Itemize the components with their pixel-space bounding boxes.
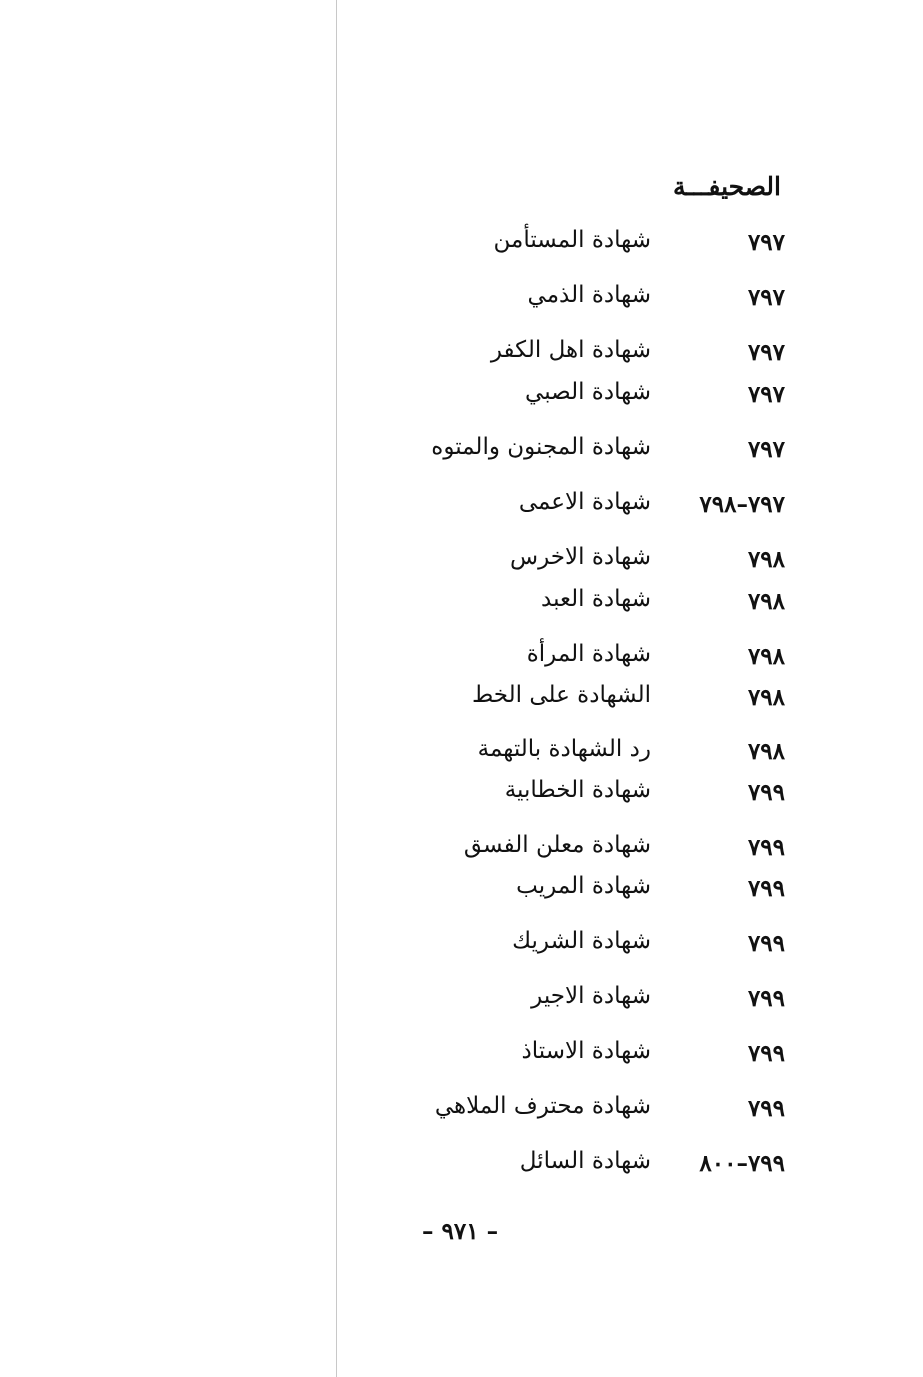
- entry-page-number: ٧٩٩–٨٠٠: [699, 1150, 785, 1177]
- entry-title: شهادة الخطابية: [504, 777, 651, 803]
- entry-title: شهادة الشريك: [512, 928, 651, 954]
- entry-title: شهادة معلن الفسق: [463, 832, 651, 858]
- entry-title: شهادة العبد: [541, 586, 651, 612]
- entry-title: شهادة الذمي: [527, 282, 651, 308]
- entry-page-number: ٧٩٩: [747, 1095, 785, 1122]
- entry-title: شهادة السائل: [519, 1148, 651, 1174]
- entry-title: شهادة محترف الملاهي: [434, 1093, 651, 1119]
- entry-page-number: ٧٩٧: [747, 229, 785, 256]
- page-fold-line: [336, 0, 337, 1377]
- entry-title: شهادة الاستاذ: [521, 1038, 651, 1064]
- entry-title: رد الشهادة بالتهمة: [477, 736, 651, 762]
- entry-title: شهادة الاعمى: [518, 489, 651, 515]
- entry-title: شهادة الاخرس: [510, 544, 651, 570]
- entry-page-number: ٧٩٩: [747, 875, 785, 902]
- entry-page-number: ٧٩٧: [747, 284, 785, 311]
- entry-page-number: ٧٩٨: [747, 588, 785, 615]
- entry-page-number: ٧٩٧–٧٩٨: [699, 491, 785, 518]
- entry-title: شهادة اهل الكفر: [490, 337, 651, 363]
- entry-page-number: ٧٩٧: [747, 381, 785, 408]
- entry-page-number: ٧٩٨: [747, 684, 785, 711]
- entry-page-number: ٧٩٧: [747, 339, 785, 366]
- entry-page-number: ٧٩٩: [747, 930, 785, 957]
- entry-page-number: ٧٩٩: [747, 779, 785, 806]
- entry-page-number: ٧٩٨: [747, 546, 785, 573]
- entry-title: شهادة المريب: [516, 873, 651, 899]
- entry-page-number: ٧٩٩: [747, 985, 785, 1012]
- entry-page-number: ٧٩٩: [747, 1040, 785, 1067]
- page-column-heading: الصحيفـــة: [673, 172, 781, 201]
- entry-page-number: ٧٩٨: [747, 738, 785, 765]
- entry-title: شهادة المستأمن: [493, 227, 651, 253]
- entry-title: شهادة الصبي: [525, 379, 651, 405]
- entry-page-number: ٧٩٩: [747, 834, 785, 861]
- page-number: – ٩٧١ –: [422, 1218, 499, 1245]
- entry-title: شهادة المرأة: [526, 641, 651, 667]
- entry-title: شهادة الاجير: [531, 983, 651, 1009]
- entry-page-number: ٧٩٧: [747, 436, 785, 463]
- entry-page-number: ٧٩٨: [747, 643, 785, 670]
- entry-title: الشهادة على الخط: [471, 682, 651, 708]
- entry-title: شهادة المجنون والمتوه: [431, 434, 651, 460]
